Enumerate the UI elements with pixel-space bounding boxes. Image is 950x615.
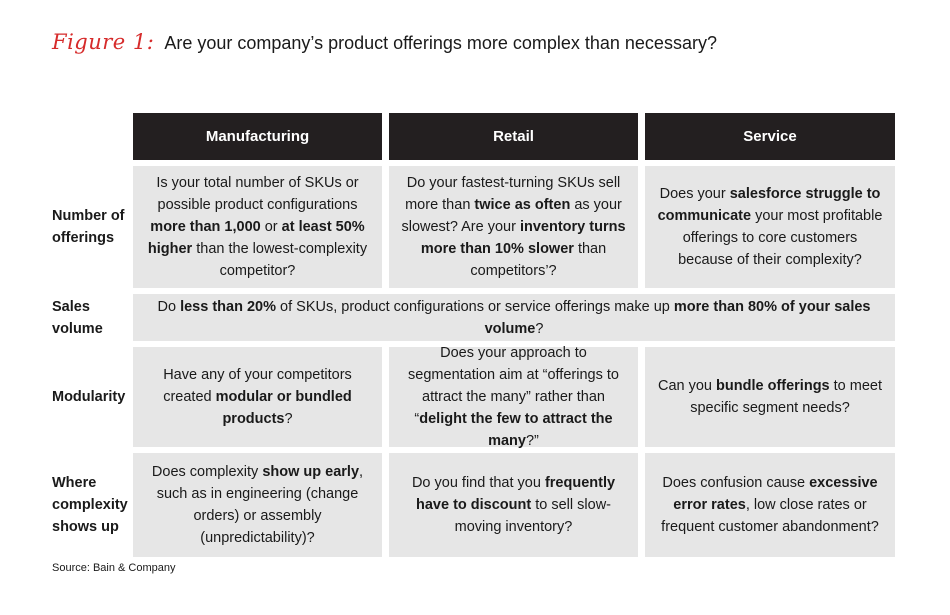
cell-text bbox=[145, 364, 370, 430]
row-label-modularity: Modularity bbox=[52, 389, 126, 405]
body-text: Have any of your competitors created bbox=[163, 367, 352, 405]
cell-modularity-retail bbox=[389, 347, 638, 447]
body-text: , low close rates or frequent customer abandonment? bbox=[661, 497, 879, 535]
emphasis-text: more than 80% of your sales volume bbox=[484, 298, 871, 337]
emphasis-text: salesforce struggle to communicate bbox=[657, 186, 881, 224]
cell-modularity-manufacturing bbox=[133, 347, 382, 447]
source-note: Source: Bain & Company bbox=[52, 562, 176, 574]
emphasis-text: at least 50% higher bbox=[147, 219, 365, 257]
cell-text bbox=[657, 375, 883, 419]
column-header-service: Service bbox=[645, 113, 895, 160]
cell-text bbox=[401, 172, 626, 282]
body-text: than competitors’? bbox=[470, 241, 607, 279]
cell-offerings-retail bbox=[389, 166, 638, 288]
row-label-number-of-offerings: Number of offerings bbox=[52, 208, 125, 246]
cell-complexity-retail bbox=[389, 453, 638, 557]
body-text: Does complexity bbox=[151, 464, 263, 480]
body-text: Do you find that you bbox=[411, 475, 545, 491]
emphasis-text: twice as often bbox=[474, 197, 571, 213]
body-text: your most profitable offerings to core customers because of their complexity? bbox=[678, 208, 883, 268]
cell-text bbox=[145, 461, 370, 549]
body-text: than the lowest-complexity competitor? bbox=[192, 241, 368, 279]
emphasis-text: excessive error rates bbox=[673, 475, 878, 513]
emphasis-text: modular or bundled products bbox=[215, 389, 352, 427]
cell-text bbox=[657, 472, 883, 538]
body-text: Can you bbox=[657, 378, 717, 394]
emphasis-text: less than 20% bbox=[180, 298, 276, 315]
body-text: or bbox=[260, 219, 282, 235]
cell-text bbox=[657, 183, 883, 271]
body-text: ? bbox=[284, 411, 293, 427]
body-text: to sell slow-moving inventory? bbox=[454, 497, 611, 535]
cell-text bbox=[401, 342, 626, 452]
cell-complexity-service bbox=[645, 453, 895, 557]
row-label-sales-volume: Sales volume bbox=[52, 298, 103, 337]
cell-modularity-service bbox=[645, 347, 895, 447]
cell-text bbox=[145, 296, 883, 340]
figure-title bbox=[52, 30, 717, 60]
column-header-manufacturing: Manufacturing bbox=[133, 113, 382, 160]
figure-question: Are your company’s product offerings more complex than necessary? bbox=[164, 33, 717, 53]
emphasis-text: inventory turns more than 10% slower bbox=[420, 219, 626, 257]
body-text: as your slowest? Are your bbox=[401, 197, 622, 235]
emphasis-text: bundle offerings bbox=[716, 378, 830, 394]
body-text: to meet specific segment needs? bbox=[690, 378, 883, 416]
body-text: Do your fastest-turning SKUs sell more than bbox=[405, 175, 621, 213]
body-text: Does confusion cause bbox=[662, 475, 810, 491]
cell-complexity-manufacturing bbox=[133, 453, 382, 557]
body-text: ?” bbox=[525, 433, 539, 449]
cell-text bbox=[145, 172, 370, 282]
cell-offerings-manufacturing bbox=[133, 166, 382, 288]
body-text: Does your bbox=[659, 186, 730, 202]
emphasis-text: more than 1,000 bbox=[150, 219, 261, 235]
body-text: , such as in engineering (change orders) or assembly (unpredictability)? bbox=[156, 464, 364, 546]
body-text: Is your total number of SKUs or possible product configurations bbox=[156, 175, 359, 213]
column-header-retail: Retail bbox=[389, 113, 638, 160]
body-text: ? bbox=[535, 320, 544, 337]
emphasis-text: show up early bbox=[262, 464, 360, 480]
body-text: of SKUs, product configurations or service offerings make up bbox=[276, 298, 674, 315]
row-label-where-complexity-shows-up: Where complexity shows up bbox=[52, 475, 128, 535]
body-text: Does your approach to segmentation aim at “offerings to attract the many” rather than “ bbox=[408, 345, 619, 427]
emphasis-text: delight the few to attract the many bbox=[419, 411, 613, 449]
cell-text bbox=[401, 472, 626, 538]
body-text: Do bbox=[157, 298, 181, 315]
figure-label: Figure 1: bbox=[52, 30, 155, 54]
emphasis-text: frequently have to discount bbox=[416, 475, 616, 513]
cell-sales-volume-all bbox=[133, 294, 895, 341]
cell-offerings-service bbox=[645, 166, 895, 288]
